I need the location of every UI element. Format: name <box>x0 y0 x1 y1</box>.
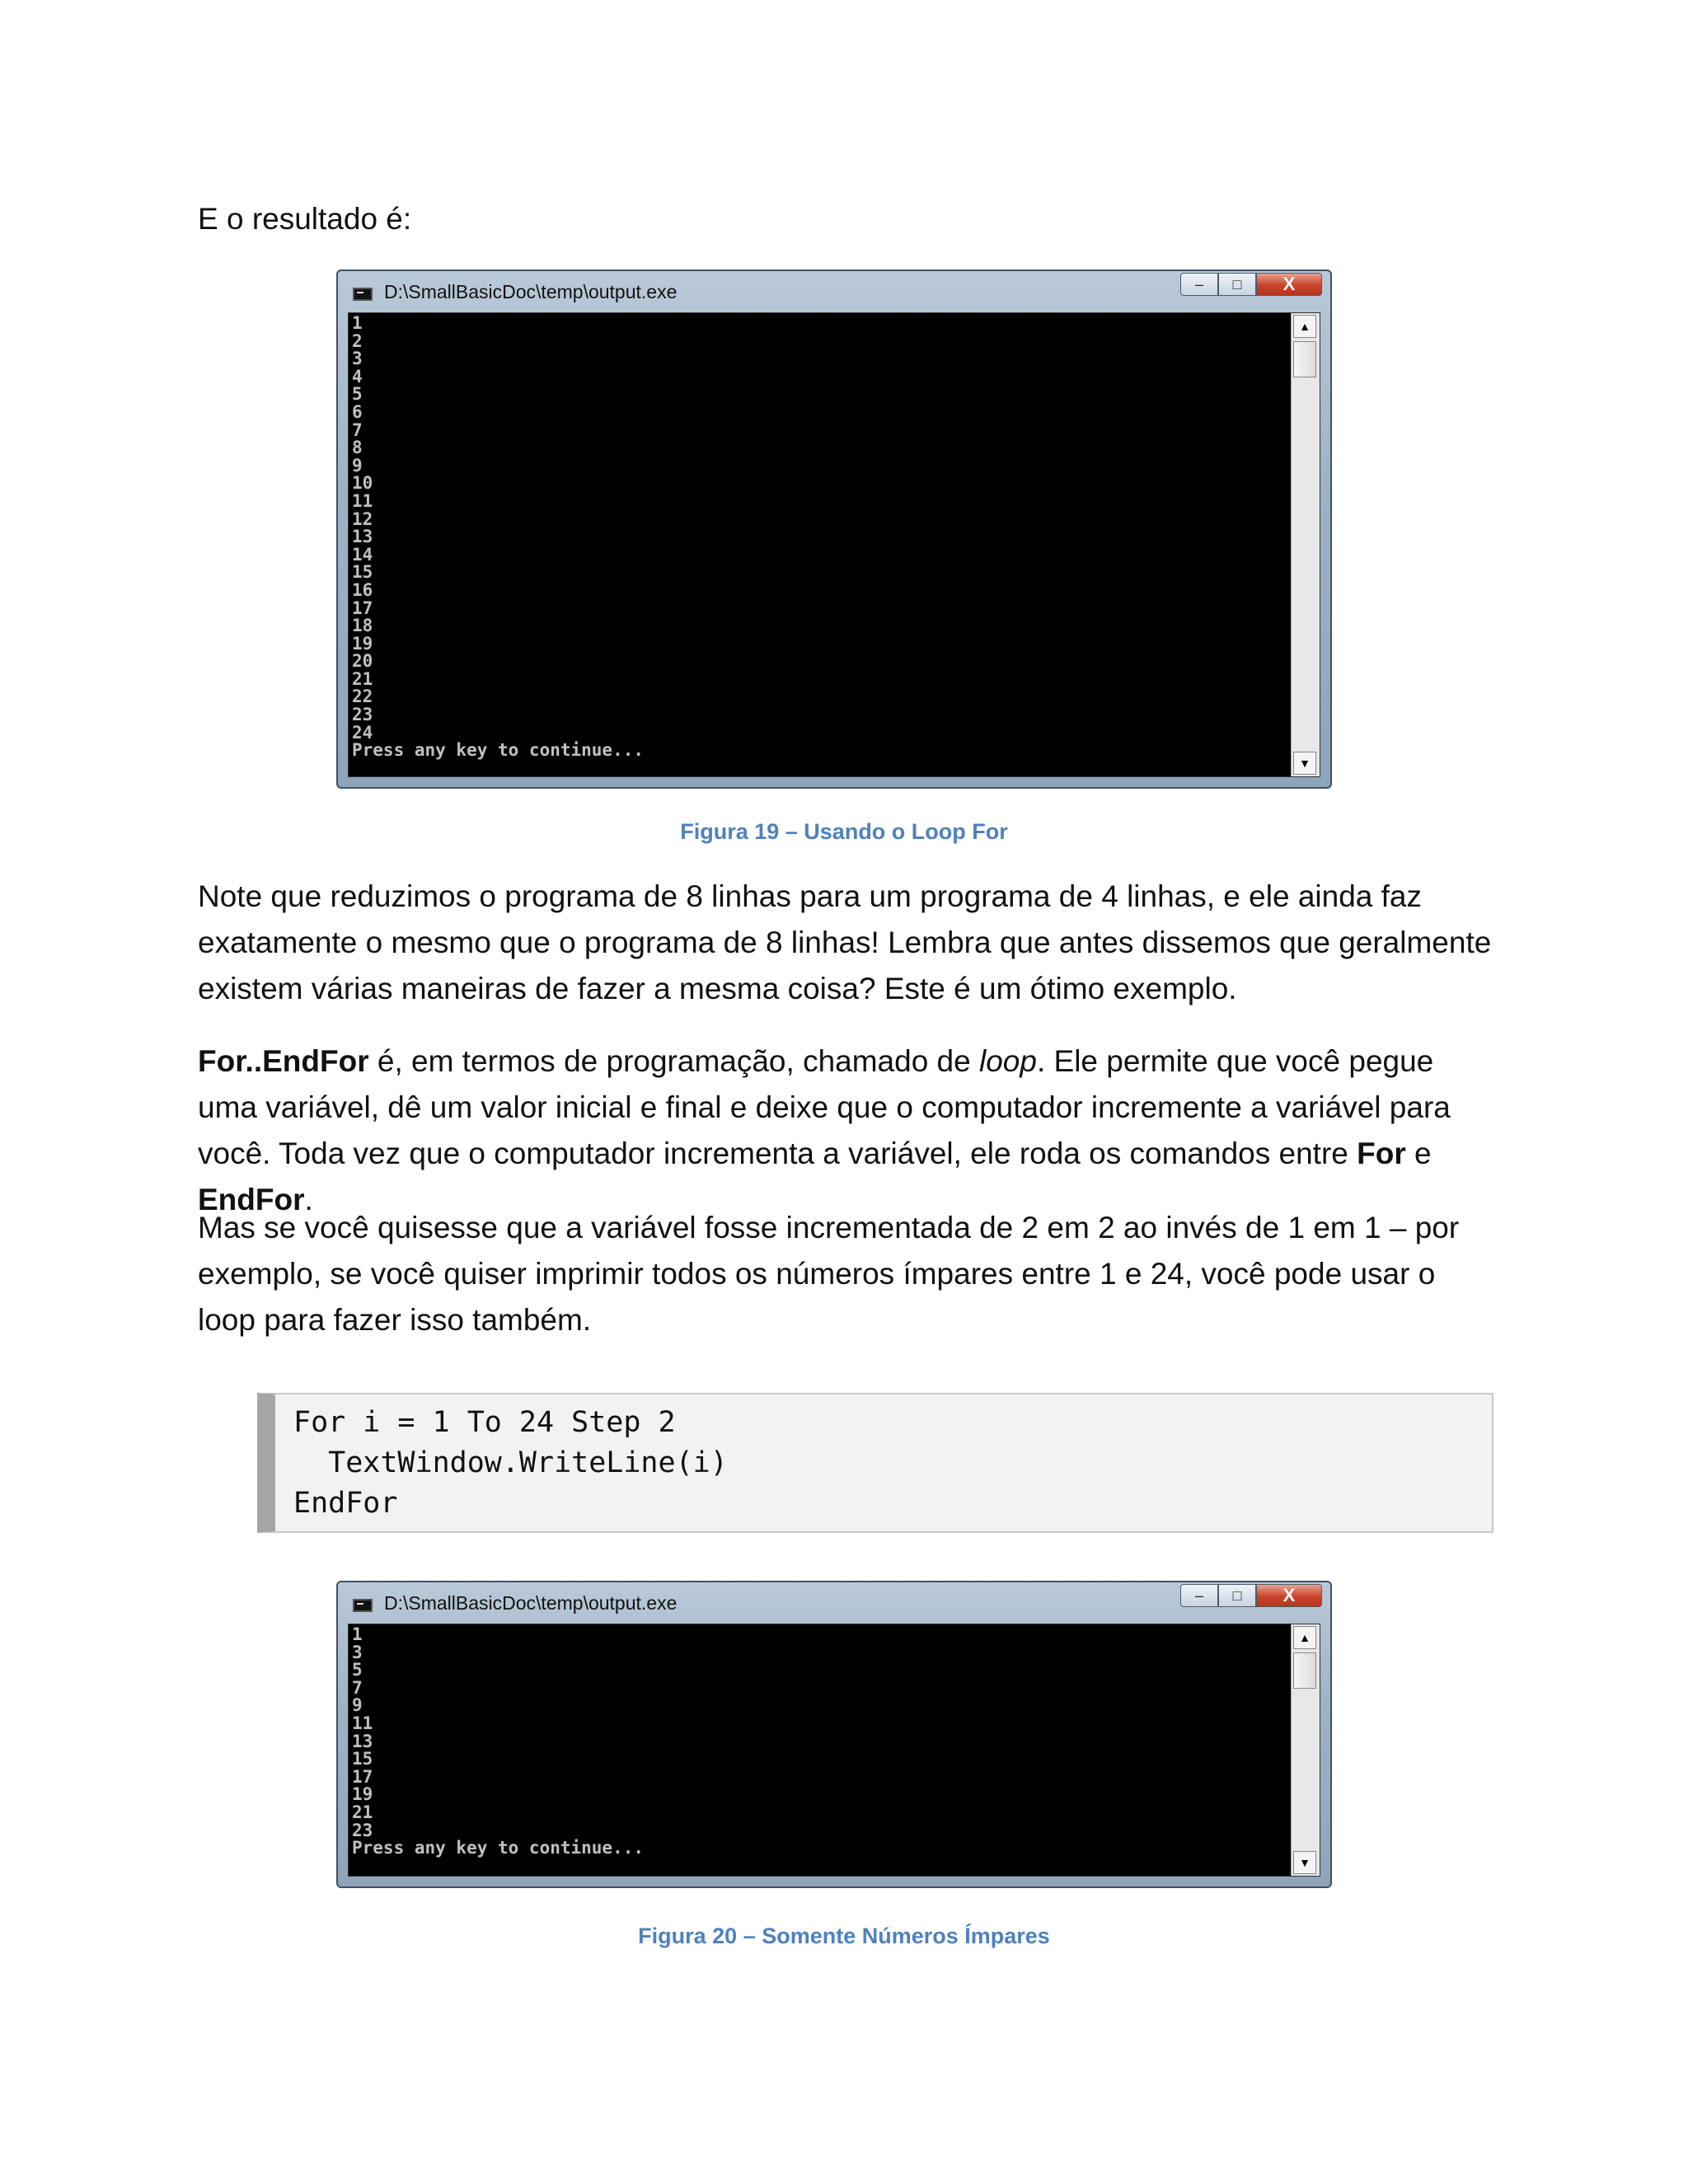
console-line: 17 <box>352 598 373 618</box>
maximize-icon: □ <box>1218 273 1256 296</box>
endfor-keyword: EndFor <box>198 1183 305 1216</box>
console-line: 7 <box>352 1677 363 1698</box>
code-line: For i = 1 To 24 Step 2 <box>293 1406 676 1439</box>
console-line: 1 <box>352 313 363 333</box>
console-line: 7 <box>352 419 363 440</box>
code-block <box>257 1393 1493 1533</box>
window-controls <box>1180 273 1322 296</box>
paragraph-2-text-3: e <box>1405 1137 1432 1170</box>
for-keyword: For <box>1357 1137 1406 1170</box>
console-output-lines <box>352 315 644 760</box>
console-line: 11 <box>352 1713 373 1733</box>
scroll-down-arrow-icon: ▼ <box>1293 1851 1316 1874</box>
scroll-down-arrow-icon: ▼ <box>1293 752 1316 775</box>
console-line: 15 <box>352 1749 373 1769</box>
console-output-lines <box>352 1626 644 1858</box>
console-line: Press any key to continue... <box>352 1838 645 1858</box>
console-output-area <box>348 1624 1320 1877</box>
console-window-figure-19 <box>336 269 1332 789</box>
console-app-icon <box>353 288 373 301</box>
console-line: 5 <box>352 384 363 405</box>
console-line: 12 <box>352 509 373 529</box>
console-line: 19 <box>352 1784 373 1805</box>
console-scrollbar <box>1291 313 1320 776</box>
console-line: 9 <box>352 1695 363 1716</box>
scroll-thumb <box>1293 1652 1316 1689</box>
minimize-icon: – <box>1180 1584 1218 1607</box>
console-line: 1 <box>352 1624 363 1644</box>
window-titlebar <box>338 1582 1330 1624</box>
paragraph-2-text-1: é, em termos de programação, chamado de <box>368 1044 979 1078</box>
window-title: D:\SmallBasicDoc\temp\output.exe <box>384 281 678 302</box>
console-line: 13 <box>352 1731 373 1751</box>
intro-text: E o resultado é: <box>198 202 412 236</box>
console-line: 17 <box>352 1766 373 1787</box>
console-line: 3 <box>352 1642 363 1662</box>
console-line: 13 <box>352 527 373 547</box>
scroll-up-arrow-icon: ▲ <box>1293 1626 1316 1649</box>
for-endfor-term: For..EndFor <box>198 1044 369 1078</box>
console-line: 20 <box>352 651 373 672</box>
console-line: 6 <box>352 401 363 422</box>
console-line: 4 <box>352 366 363 387</box>
maximize-icon: □ <box>1218 1584 1256 1607</box>
console-line: 23 <box>352 1820 373 1840</box>
close-icon: X <box>1256 273 1322 296</box>
console-line: 19 <box>352 633 373 654</box>
minimize-icon: – <box>1180 273 1218 296</box>
console-line: 14 <box>352 544 373 565</box>
paragraph-1: Note que reduzimos o programa de 8 linhas para um programa de 4 linhas, e ele ainda faz exatamente o mesmo que o programa de 8 linhas! Lembra que antes dissemos que geralmente existem várias maneiras de fazer a mesma coisa? Este é um ótimo exemplo. <box>198 879 1492 1005</box>
paragraph-2-text-2: . Ele permite que você pegue uma variável, dê um valor inicial e final e deixe que o computador incremente a variável para você. Toda vez que o computador incrementa a variável, ele roda os comandos entre <box>198 1044 1451 1170</box>
console-line: 21 <box>352 1802 373 1822</box>
paragraph-2 <box>198 1038 1500 1223</box>
console-line: 8 <box>352 438 363 458</box>
console-scrollbar <box>1291 1624 1320 1876</box>
window-controls <box>1180 1584 1322 1607</box>
console-line: 10 <box>352 473 373 494</box>
scroll-thumb <box>1293 341 1316 377</box>
console-line: 18 <box>352 616 373 636</box>
figure-19-caption: Figura 19 – Usando o Loop For <box>680 819 1008 844</box>
console-line: 24 <box>352 722 373 743</box>
paragraph-3: Mas se você quisesse que a variável fosse incrementada de 2 em 2 ao invés de 1 em 1 – por exemplo, se você quiser imprimir todos os números ímpares entre 1 e 24, você pode usar o loop para fazer isso também. <box>198 1211 1460 1337</box>
figure-20-caption: Figura 20 – Somente Números Ímpares <box>638 1924 1050 1948</box>
code-line: TextWindow.WriteLine(i) <box>293 1446 728 1479</box>
console-window-figure-20 <box>336 1581 1332 1888</box>
close-icon: X <box>1256 1584 1322 1607</box>
console-line: 2 <box>352 330 363 351</box>
console-line: 5 <box>352 1660 363 1680</box>
console-line: 22 <box>352 687 373 707</box>
console-line: 15 <box>352 562 373 583</box>
console-line: 16 <box>352 579 373 600</box>
console-line: 21 <box>352 668 373 689</box>
code-line: EndFor <box>293 1487 398 1520</box>
console-output-area <box>348 312 1320 777</box>
console-line: 3 <box>352 349 363 369</box>
code-lines <box>293 1403 728 1524</box>
scroll-up-arrow-icon: ▲ <box>1293 315 1316 338</box>
console-line: 23 <box>352 705 373 725</box>
console-line: Press any key to continue... <box>352 740 645 761</box>
console-app-icon <box>353 1599 373 1612</box>
paragraph-2-text-4: . <box>304 1183 313 1216</box>
console-line: 11 <box>352 490 373 511</box>
console-line: 9 <box>352 455 363 476</box>
window-titlebar <box>338 271 1330 312</box>
window-title: D:\SmallBasicDoc\temp\output.exe <box>384 1592 678 1614</box>
loop-term: loop <box>979 1044 1037 1078</box>
